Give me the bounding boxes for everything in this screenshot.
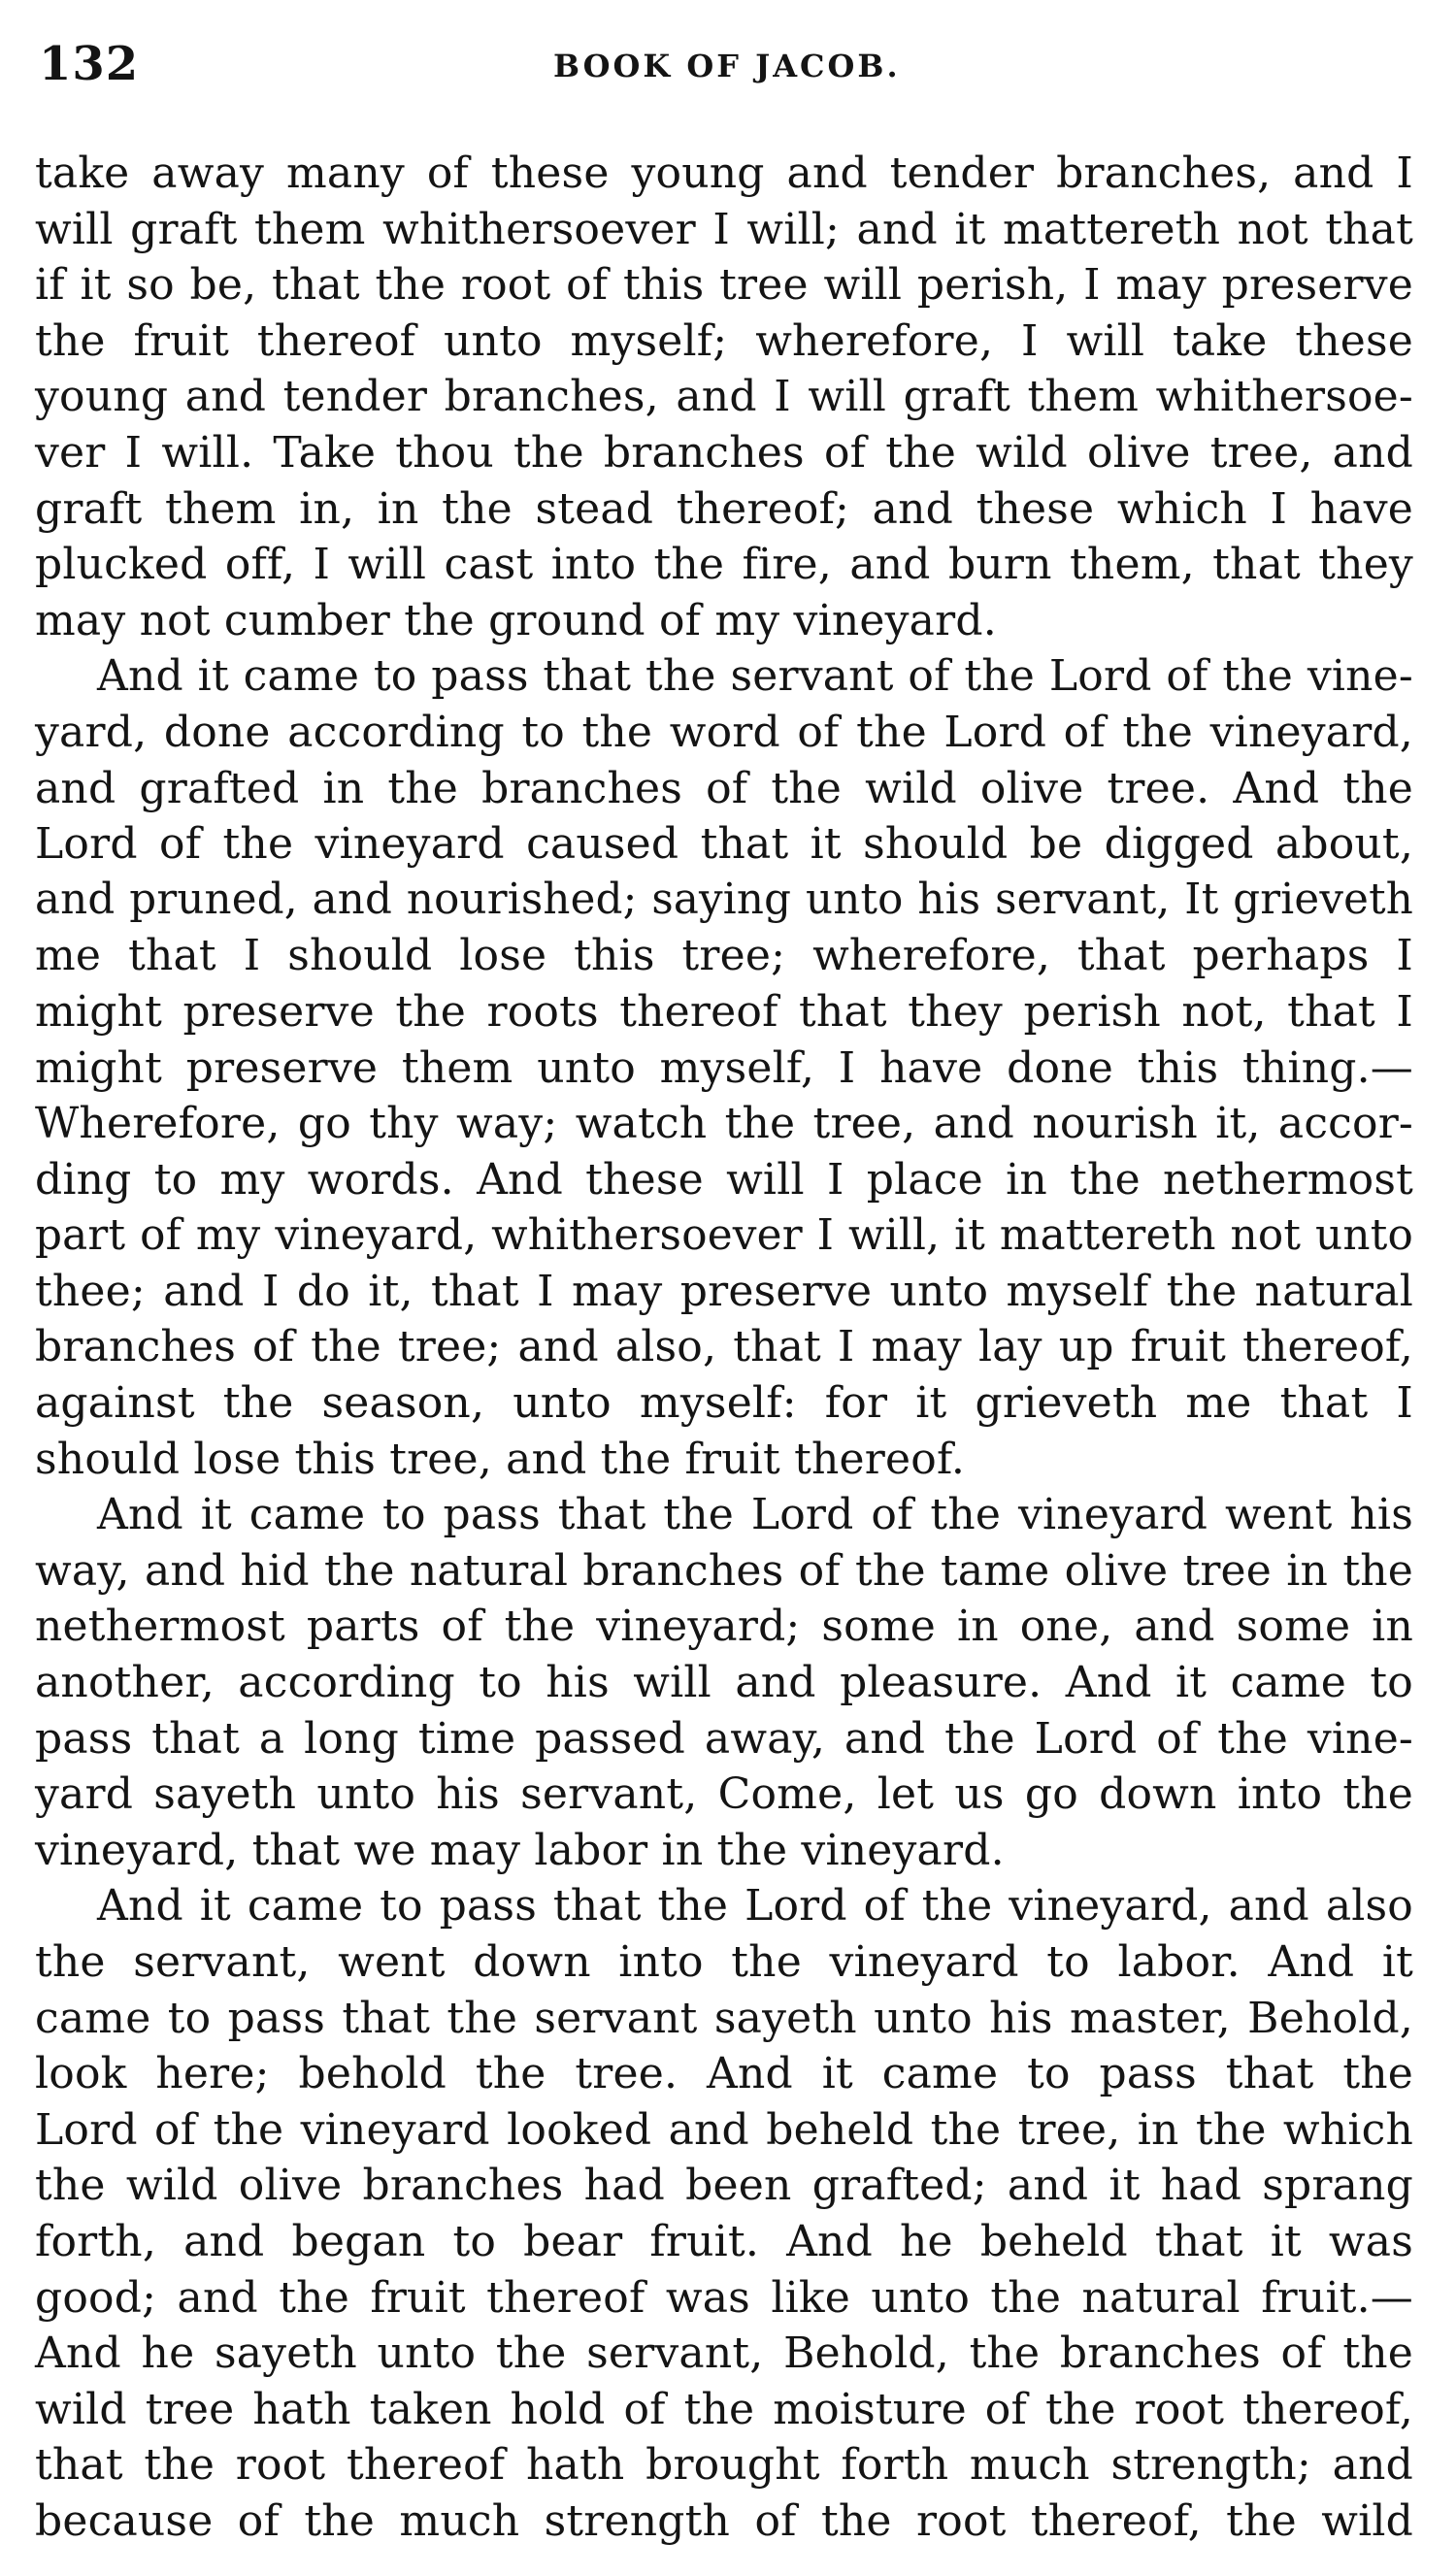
- text-line: good; and the fruit thereof was like unto the natural fruit.—: [35, 2272, 1413, 2323]
- text-line: will graft them whithersoever I will; and it mattereth not that: [35, 204, 1413, 254]
- text-line: Lord of the vineyard looked and beheld the tree, in the which: [35, 2104, 1413, 2155]
- text-line: And it came to pass that the Lord of the vineyard went his: [97, 1490, 1413, 1540]
- text-line: thee; and I do it, that I may preserve unto myself the natural: [35, 1266, 1413, 1316]
- text-line: ver I will. Take thou the branches of the wild olive tree, and: [35, 427, 1413, 478]
- text-line: because of the much strength of the root thereof, the wild: [35, 2495, 1413, 2546]
- text-line: look here; behold the tree. And it came to pass that the: [35, 2049, 1413, 2099]
- text-line: vineyard, that we may labor in the vineyard.: [35, 1825, 1005, 1875]
- text-line: yard, done according to the word of the Lord of the vineyard,: [35, 707, 1413, 757]
- text-line: and grafted in the branches of the wild olive tree. And the: [35, 763, 1413, 813]
- text-line: might preserve the roots thereof that they perish not, that I: [35, 986, 1413, 1037]
- text-line: plucked off, I will cast into the fire, and burn them, that they: [35, 540, 1413, 590]
- text-line: should lose this tree, and the fruit thereof.: [35, 1434, 966, 1484]
- text-line: forth, and began to bear fruit. And he beheld that it was: [35, 2216, 1413, 2266]
- text-line: wild tree hath taken hold of the moisture of the root thereof,: [35, 2384, 1413, 2434]
- text-line: came to pass that the servant sayeth unto his master, Behold,: [35, 1993, 1413, 2043]
- text-line: against the season, unto myself: for it grieveth me that I: [35, 1378, 1413, 1429]
- text-line: young and tender branches, and I will graft them whithersoe-: [35, 372, 1413, 422]
- running-head: [29, 35, 1407, 93]
- text-line: Lord of the vineyard caused that it should be digged about,: [35, 819, 1413, 870]
- text-line: another, according to his will and pleasure. And it came to: [35, 1658, 1413, 1708]
- text-line: yard sayeth unto his servant, Come, let us go down into the: [35, 1769, 1413, 1820]
- text-line: the wild olive branches had been grafted; and it had sprang: [35, 2161, 1413, 2211]
- running-title: BOOK OF JACOB.: [553, 48, 901, 84]
- text-line: And he sayeth unto the servant, Behold, the branches of the: [35, 2328, 1413, 2379]
- text-line: graft them in, in the stead thereof; and these which I have: [35, 483, 1413, 534]
- text-line: me that I should lose this tree; wherefore, that perhaps I: [35, 931, 1413, 981]
- text-line: branches of the tree; and also, that I may lay up fruit thereof,: [35, 1322, 1413, 1372]
- text-line: might preserve them unto myself, I have done this thing.—: [35, 1042, 1413, 1093]
- text-line: and pruned, and nourished; saying unto his servant, It grieveth: [35, 875, 1413, 924]
- text-line: Wherefore, go thy way; watch the tree, and nourish it, accor-: [35, 1099, 1413, 1149]
- text-line: if it so be, that the root of this tree will perish, I may preserve: [35, 260, 1413, 311]
- body-text: [35, 146, 1413, 2550]
- page-number: 132: [39, 37, 140, 91]
- text-line: take away many of these young and tender branches, and I: [35, 149, 1413, 198]
- text-line: And it came to pass that the servant of the Lord of the vine-: [97, 651, 1413, 702]
- text-line: pass that a long time passed away, and the Lord of the vine-: [35, 1713, 1413, 1764]
- text-line: the fruit thereof unto myself; wherefore, I will take these: [35, 315, 1413, 366]
- text-line: the servant, went down into the vineyard to labor. And it: [35, 1937, 1413, 1987]
- text-line: nethermost parts of the vineyard; some in one, and some in: [35, 1602, 1413, 1652]
- text-line: that the root thereof hath brought forth much strength; and: [35, 2440, 1413, 2491]
- text-line: way, and hid the natural branches of the tame olive tree in the: [35, 1545, 1413, 1596]
- text-line: ding to my words. And these will I place in the nethermost: [35, 1154, 1413, 1205]
- text-line: And it came to pass that the Lord of the vineyard, and also: [97, 1881, 1413, 1932]
- text-line: part of my vineyard, whithersoever I will, it mattereth not unto: [35, 1210, 1413, 1261]
- text-line: may not cumber the ground of my vineyard.: [35, 595, 997, 645]
